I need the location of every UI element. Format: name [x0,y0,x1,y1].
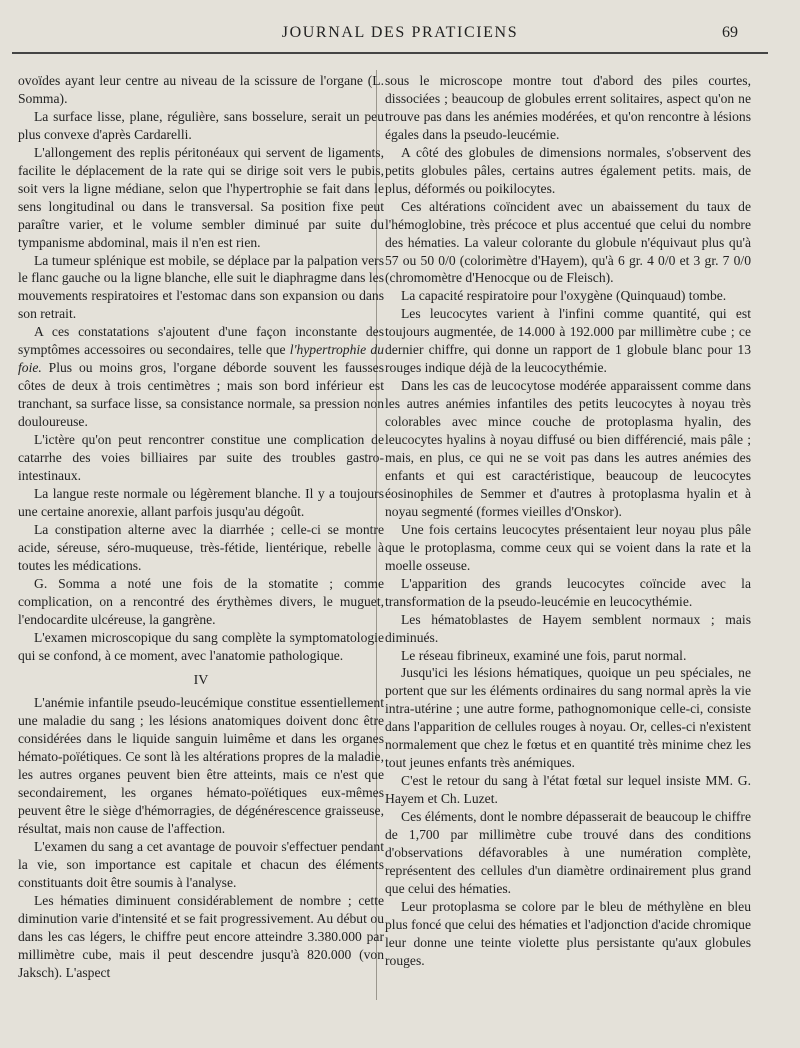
paragraph: Ces éléments, dont le nombre dépasserait de beaucoup le chiffre de 1,700 par millimètre cube trouvé dans des conditions d'observations défavorables à une numération complète, représentent des cellules d'un diamètre ordinairement plus grand que celui des hématies. [385,809,751,896]
paragraph: La constipation alterne avec la diarrhée ; celle-ci se montre acide, séreuse, séro-muqueuse, très-fétide, lientérique, rebelle à toutes les médications. [18,521,384,573]
paragraph: A côté des globules de dimensions normales, s'observent des petits globules pâles, certains autres également petits. mais, de plus, déformés ou poikilocytes. [385,144,751,196]
paragraph: Le réseau fibrineux, examiné une fois, parut normal. [401,647,687,663]
paragraph: L'examen microscopique du sang complète la symptomatologie qui se confond, à ce moment, avec l'anatomie pathologique. [18,629,384,663]
paragraph-text: Plus ou moins gros, l'organe déborde souvent les fausses côtes de deux à trois centimètres ; mais son bord inférieur est tranchant, sa surface lisse, sa consistance normale, sa pression non douloureuse. [18,360,384,430]
header-rule [12,52,768,54]
paragraph: Jusqu'ici les lésions hématiques, quoique un peu spéciales, ne portent que sur les éléments ordinaires du sang normal après la vie intra-utérine ; une autre forme, pathognomonique celle-ci, consiste dans l'apparition de cellules rouges à noyau. Or, celles-ci n'existent normalement que chez le fœtus et en quantité très minime chez les tout jeunes enfants très anémiques. [385,665,751,771]
paragraph: Dans les cas de leucocytose modérée apparaissent comme dans les autres anémies infantiles des petits leucocytes à noyau très colorables avec mince couche de protoplasma hyalin, des leucocytes hyalins à noyau diffusé ou bien différencié, mais pâle ; mais, en plus, ce qui ne se voit pas dans les autres anémies des enfants et qui est caractéristique, beaucoup de leucocytes éosinophiles de Semmer et d'autres à protoplasma hyalin et à noyau segmenté (formes vieilles d'Onskor). [385,378,751,519]
paragraph: C'est le retour du sang à l'état fœtal sur lequel insiste MM. G. Hayem et Ch. Luzet. [385,773,751,807]
left-column [18,72,384,982]
page-number: 69 [722,24,738,41]
paragraph: Les leucocytes varient à l'infini comme quantité, qui est toujours augmentée, de 14.000 à 192.000 par millimètre cube ; ce dernier chiffre, qui donne un rapport de 1 globule blanc pour 13 rouges indique déjà de la leucocythémie. [385,306,751,376]
paragraph: La surface lisse, plane, régulière, sans bosselure, serait un peu plus convexe d'après Cardarelli. [18,108,384,142]
section-heading: IV [193,673,209,689]
paragraph: Les hématoblastes de Hayem semblent normaux ; mais diminués. [385,611,751,645]
paragraph: L'anémie infantile pseudo-leucémique constitue essentiellement une maladie du sang ; les lésions anatomiques doivent donc être considérées dans le liquide sanguin luimême et dans les organes hémato-poïétiques. Ce sont là les altérations propres de la maladie, les autres organes peuvent bien être atteints, mais ce n'est que secondairement, les organes hémato-poïétiques eux-mêmes peuvent être le siège d'hémorragies, de dégénérescence graisseuse, résultat, mais non cause de l'affection. [18,695,384,837]
paragraph: Leur protoplasma se colore par le bleu de méthylène en bleu plus foncé que celui des hématies et l'adjonction d'acide chromique leur donne une teinte violette plus persistante qu'aux globules rouges. [385,898,751,968]
paragraph: La langue reste normale ou légèrement blanche. Il y a toujours une certaine anorexie, allant parfois jusqu'au dégoût. [18,485,384,519]
italic-term: l'hypertrophie du foie. [18,342,385,376]
paragraph: L'ictère qu'on peut rencontrer constitue une complication de catarrhe des voies billiaires par suite des troubles gastro-intestinaux. [18,432,384,483]
paragraph: sous le microscope montre tout d'abord des piles courtes, dissociées ; beaucoup de globules errent solitaires, aspect qu'on ne trouve pas dans les anémies modérées, et qu'on rencontre à lésions égales dans la pseudo-leucémie. [385,73,751,142]
right-column [385,72,751,970]
paragraph: Les hématies diminuent considérablement de nombre ; cette diminution varie d'intensité et se fait progressivement. Au début ou dans les cas légers, le chiffre peut encore atteindre 3.380.000 par millimètre cube, mais il peut descendre jusqu'à 820.000 (von Jaksch). L'aspect [18,892,384,980]
page-header [0,22,800,46]
paragraph: G. Somma a noté une fois de la stomatite ; comme complication, on a rencontré des érythèmes divers, le muguet, l'endocardite ulcéreuse, la gangrène. [18,575,384,627]
paragraph: La capacité respiratoire pour l'oxygène (Quinquaud) tombe. [401,288,727,304]
running-title: JOURNAL DES PRATICIENS [281,24,519,41]
paragraph-text: A ces constatations s'ajoutent d'une façon inconstante des symptômes accessoires ou secondaires, telle que [18,324,384,358]
paragraph: L'allongement des replis péritonéaux qui servent de ligaments, facilite le déplacement de la rate qui se dirige soit vers le pubis, soit vers la ligne médiane, selon que l'hypertrophie se fait dans le sens longitudinal ou dans le transversal. Sa position fixe peut paraître varier, et le volume sembler diminué par suite du tympanisme abdominal, mais il n'en est rien. [18,144,384,250]
paragraph: La tumeur splénique est mobile, se déplace par la palpation vers le flanc gauche ou la ligne blanche, elle suit le diaphragme dans les mouvements respiratoires et l'estomac dans son expansion ou dans son retrait. [18,252,384,322]
paragraph: L'examen du sang a cet avantage de pouvoir s'effectuer pendant la vie, son importance est capitale et chacun des éléments constituants doit être soumis à l'analyse. [18,839,384,890]
paragraph: L'apparition des grands leucocytes coïncide avec la transformation de la pseudo-leucémie en leucocythémie. [385,575,751,609]
paragraph: ovoïdes ayant leur centre au niveau de la scissure de l'organe (L. Somma). [18,73,384,106]
paragraph [18,323,384,431]
paragraph: Une fois certains leucocytes présentaient leur noyau plus pâle que le protoplasma, comme ceux qui se voient dans la rate et la moelle osseuse. [385,521,751,573]
paragraph: Ces altérations coïncident avec un abaissement du taux de l'hémoglobine, très précoce et plus accentué que celui du nombre des hématies. La valeur colorante du globule n'équivaut plus qu'à 57 ou 50 0/0 (colorimètre d'Hayem), qu'à 6 gr. 4 0/0 et 3 gr. 7 0/0 (chromomètre d'Henocque ou de Fleisch). [385,198,751,286]
